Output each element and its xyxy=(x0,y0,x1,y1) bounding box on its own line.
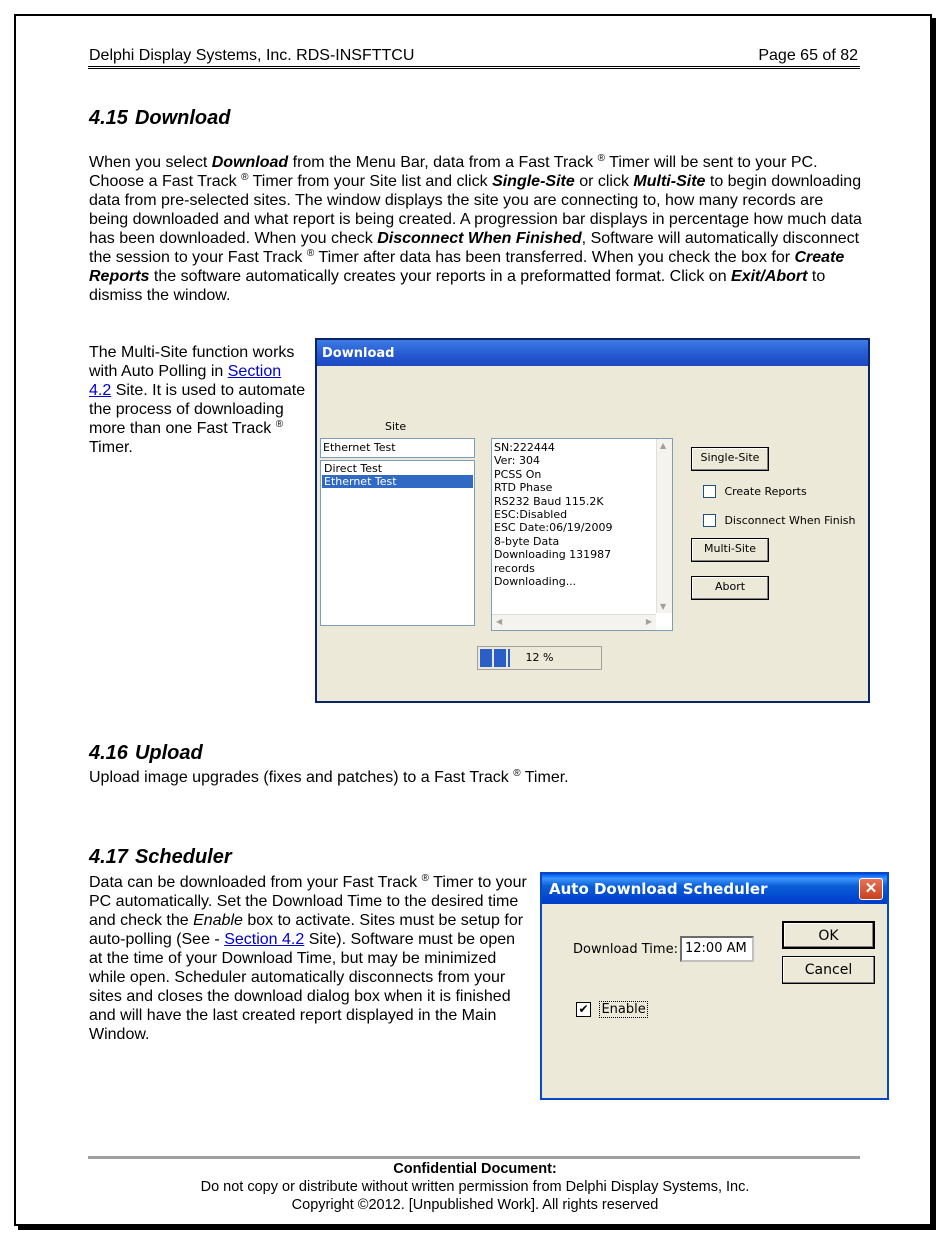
section-heading-upload xyxy=(89,742,203,765)
log-line: SN:222444 xyxy=(494,441,555,454)
progress-bar xyxy=(477,646,602,670)
section-number: 4.16 xyxy=(89,742,128,764)
section-4-2-link[interactable]: Section 4.2 xyxy=(224,931,305,948)
list-item[interactable]: Direct Test xyxy=(324,462,383,475)
download-paragraph: When you select Download from the Menu Bar, data from a Fast Track ® Timer will be sent to your PC. Choose a Fast Track ® Timer from your Site list and click Single-Site or click Multi-Site to begin downloading data from pre-selected sites. The window displays the site you are connecting to, how many records are being downloaded and what report is being created. A progression bar displays in percentage how much data has been downloaded. When you check Disconnect When Finished, Software will automatically disconnect the session to your Fast Track ® Timer after data has been transferred. When you check the box for Create Reports the software automatically creates your reports in a preformatted format. Click on Exit/Abort to dismiss the window. xyxy=(89,153,862,304)
abort-button[interactable]: Abort xyxy=(691,576,769,600)
enable-checkbox[interactable] xyxy=(576,1001,648,1019)
download-window-title: Download xyxy=(317,340,868,366)
log-line: RS232 Baud 115.2K xyxy=(494,494,604,508)
scroll-up-icon[interactable]: ▲ xyxy=(660,441,667,450)
section-title: Download xyxy=(134,107,231,129)
log-line: Downloading 131987 records xyxy=(494,548,612,575)
log-line: PCSS On xyxy=(494,467,542,481)
scroll-right-icon[interactable]: ▶ xyxy=(645,617,652,626)
section-heading-download xyxy=(89,107,230,130)
log-line: RTD Phase xyxy=(494,481,553,495)
close-icon[interactable]: ✕ xyxy=(859,878,883,900)
footer-copyright: Copyright ©2012. [Unpublished Work]. All rights reserved xyxy=(291,1197,659,1213)
checkbox-box[interactable] xyxy=(703,514,716,527)
section-4-2-link[interactable]: Section 4.2 xyxy=(89,363,282,399)
single-site-button[interactable]: Single-Site xyxy=(691,447,769,471)
scheduler-window-title: Auto Download Scheduler xyxy=(542,874,887,904)
section-title: Upload xyxy=(134,742,203,764)
footer-rule xyxy=(88,1156,860,1159)
header-rule xyxy=(88,66,860,69)
create-reports-label: Create Reports xyxy=(724,485,807,499)
create-reports-checkbox[interactable] xyxy=(703,483,807,501)
log-line: ESC:Disabled xyxy=(494,508,568,522)
log-horizontal-scrollbar[interactable] xyxy=(492,614,656,630)
log-line: Downloading... xyxy=(494,575,577,589)
log-lines xyxy=(494,441,654,588)
site-list[interactable] xyxy=(320,460,475,626)
scheduler-paragraph: Data can be downloaded from your Fast Track ® Timer to your PC automatically. Set the Download Time to the desired time and check the Enable box to activate. Sites must be setup for auto-polling (See - Section 4.2 Site). Software must be open at the time of your Download Time, but may be minimized while open. Scheduler automatically disconnects from your sites and closes the download dialog box when it is finished and will have the last created report displayed in the Main Window. xyxy=(89,873,527,1043)
multisite-paragraph: The Multi-Site function works with Auto Polling in Section 4.2 Site. It is used to automate the process of downloading more than one Fast Track ® Timer. xyxy=(89,344,306,456)
scheduler-window xyxy=(540,872,889,1100)
disconnect-label: Disconnect When Finish xyxy=(724,514,856,528)
log-vertical-scrollbar[interactable] xyxy=(656,439,672,613)
download-time-label: Download Time: xyxy=(573,942,678,957)
progress-text: 12 % xyxy=(525,651,554,664)
header-page-number: Page 65 of 82 xyxy=(758,47,858,64)
section-number: 4.15 xyxy=(89,107,128,129)
log-box xyxy=(491,438,673,631)
checkbox-checked-icon[interactable]: ✔ xyxy=(576,1002,591,1017)
disconnect-checkbox[interactable] xyxy=(703,512,855,530)
header-left: Delphi Display Systems, Inc. RDS-INSFTTCU xyxy=(89,47,415,64)
multi-site-button[interactable]: Multi-Site xyxy=(691,538,769,562)
checkbox-box[interactable] xyxy=(703,485,716,498)
cancel-button[interactable]: Cancel xyxy=(782,956,875,984)
site-input[interactable]: Ethernet Test xyxy=(320,438,475,458)
upload-paragraph: Upload image upgrades (fixes and patches) to a Fast Track ® Timer. xyxy=(89,768,569,786)
download-time-input[interactable]: 12:00 AM xyxy=(680,936,754,962)
section-title: Scheduler xyxy=(134,846,232,868)
log-line: ESC Date:06/19/2009 xyxy=(494,521,613,535)
enable-label: Enable xyxy=(601,1002,646,1018)
footer-notice: Do not copy or distribute without written permission from Delphi Display Systems, Inc. xyxy=(200,1179,750,1195)
footer-confidential: Confidential Document: xyxy=(393,1161,557,1177)
log-line: Ver: 304 xyxy=(494,454,540,468)
scroll-left-icon[interactable]: ◀ xyxy=(496,617,503,626)
list-item-selected[interactable]: Ethernet Test xyxy=(322,475,473,488)
download-window xyxy=(315,338,870,703)
site-label: Site xyxy=(385,420,407,433)
log-line: 8-byte Data xyxy=(494,534,560,548)
section-number: 4.17 xyxy=(89,846,128,868)
section-heading-scheduler xyxy=(89,846,232,869)
scroll-down-icon[interactable]: ▼ xyxy=(660,602,667,611)
ok-button[interactable]: OK xyxy=(782,921,875,949)
